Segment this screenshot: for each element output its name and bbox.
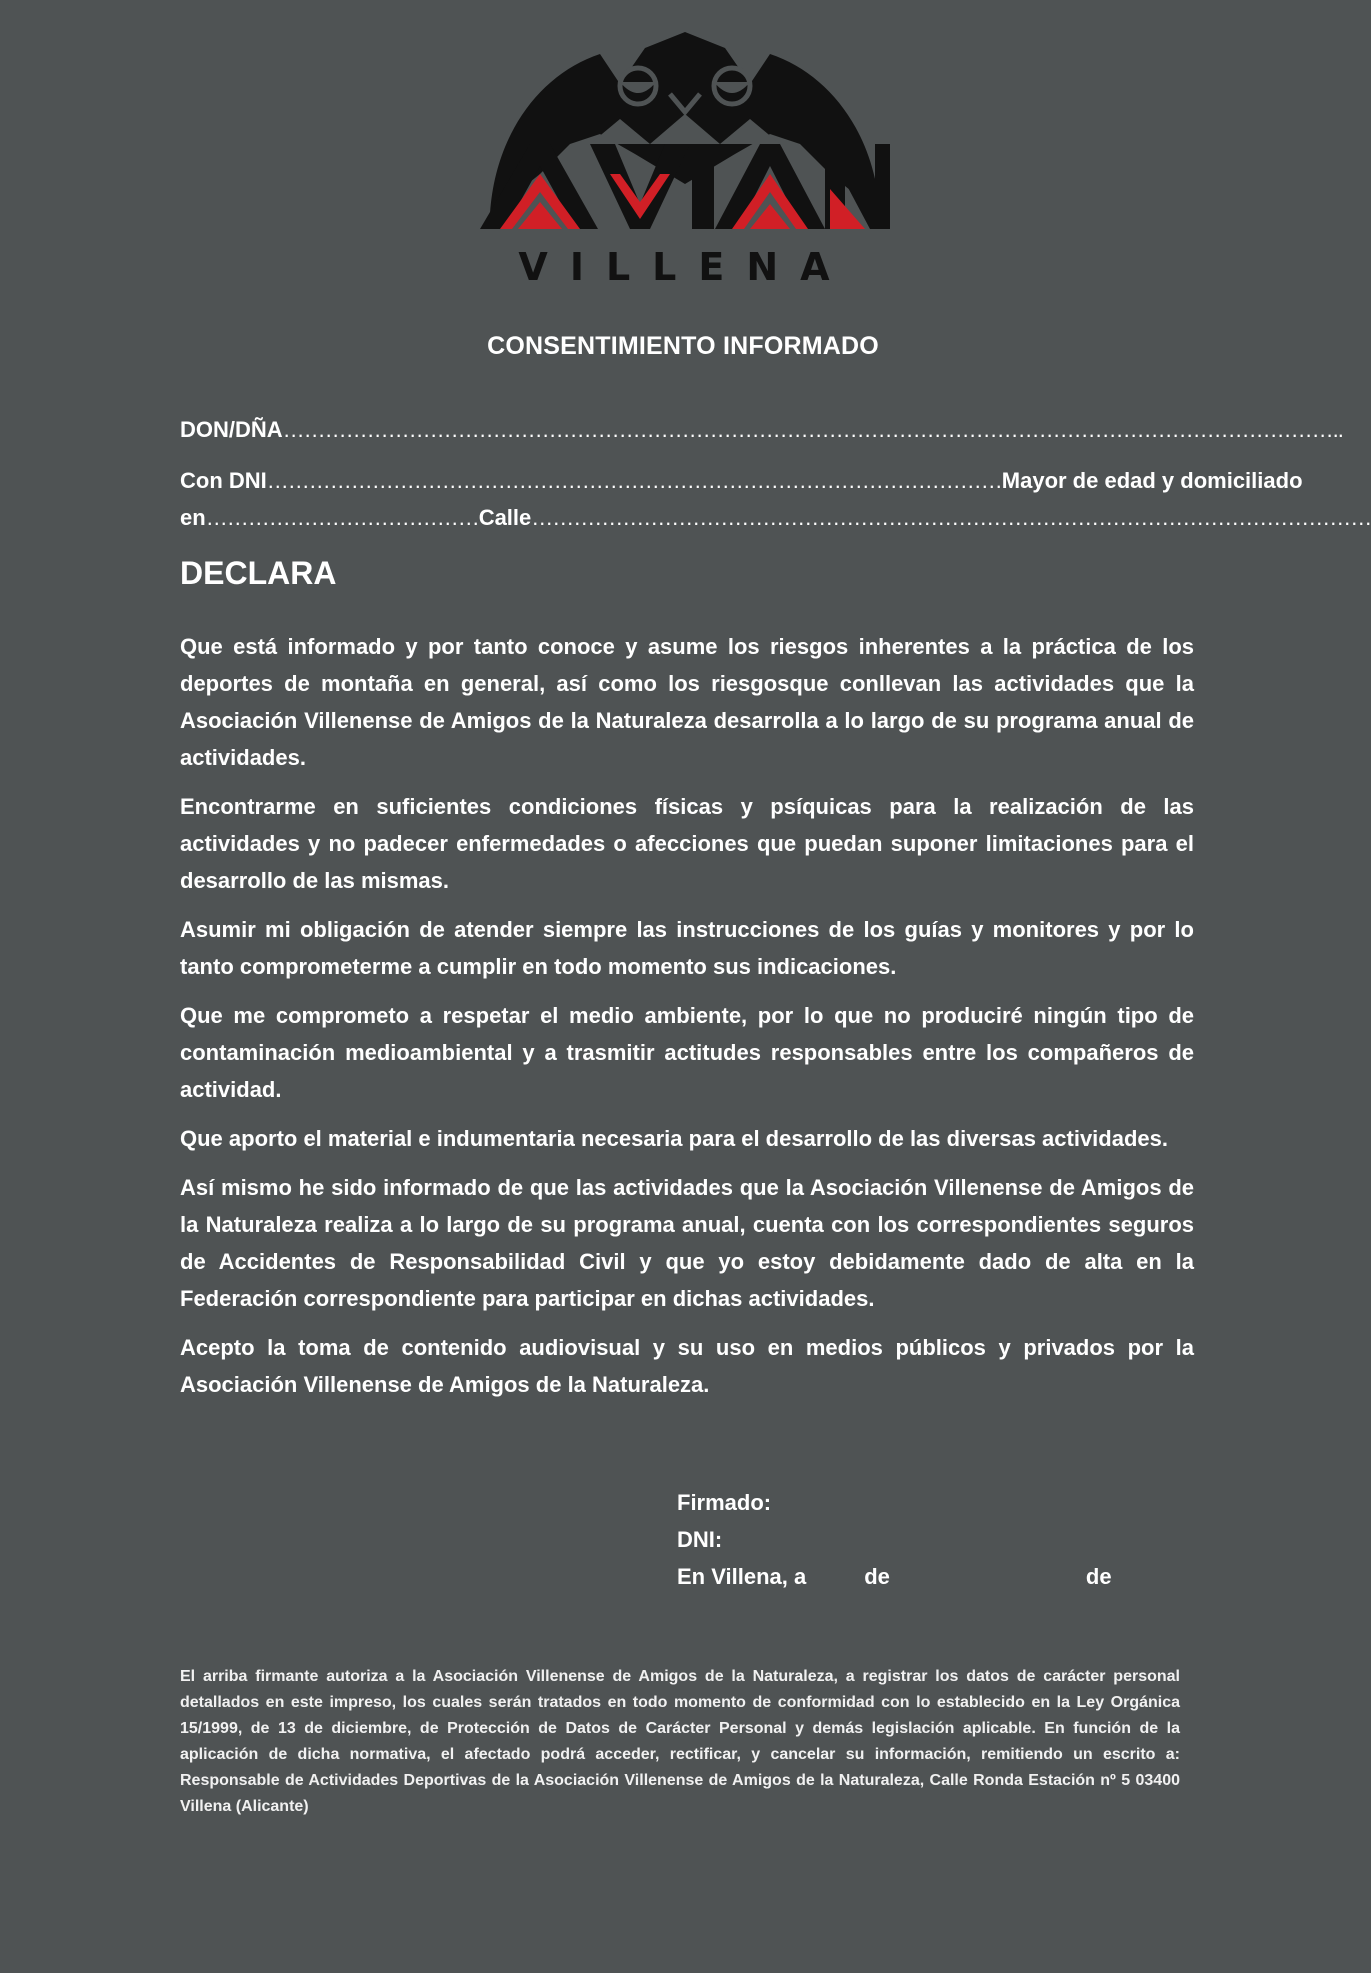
declaration-paragraph: Que me comprometo a respetar el medio ambiente, por lo que no produciré ningún tipo de contaminación medioambiental y a trasmitir actitudes responsables entre los compañeros de actividad.	[180, 1003, 1194, 1102]
declara-heading: DECLARA	[180, 555, 337, 591]
name-fill-dots[interactable]: ……………………………………………………………………………………………………………………………………..	[282, 417, 1343, 442]
declaration-paragraph: Que aporto el material e indumentaria necesaria para el desarrollo de las diversas actividades.	[180, 1126, 1168, 1151]
declaration-body	[180, 628, 1194, 1415]
date-de-label-2: de	[1085, 1564, 1112, 1589]
don-dna-label: DON/DÑA	[180, 417, 283, 442]
declaration-paragraph: Acepto la toma de contenido audiovisual y su uso en medios públicos y privados por la Asociación Villenense de Amigos de la Naturaleza.	[180, 1335, 1194, 1397]
signature-block	[677, 1484, 1112, 1595]
city-fill-dots[interactable]: …………………………………	[205, 505, 479, 530]
declaration-paragraph: Asumir mi obligación de atender siempre las instrucciones de los guías y monitores y por lo tanto comprometerme a cumplir en todo momento sus indicaciones.	[180, 917, 1194, 979]
firmado-label: Firmado:	[677, 1490, 772, 1515]
address-field-line	[180, 505, 1371, 531]
dni-fill-dots[interactable]: ……………………………………………………………………………………………	[266, 468, 1002, 493]
declaration-paragraph: Que está informado y por tanto conoce y asume los riesgos inherentes a la práctica de los deportes de montaña en general, así como los riesgosque conllevan las actividades que la Asociación Villenense de Amigos de la Naturaleza desarrolla a lo largo de su programa anual de actividades.	[180, 634, 1194, 770]
declaration-paragraph: Así mismo he sido informado de que las actividades que la Asociación Villenense de Amigos de la Naturaleza realiza a lo largo de su programa anual, cuenta con los correspondientes seguros de Accidentes de Responsabilidad Civil y que yo estoy debidamente dado de alta en la Federación correspondiente para participar en dichas actividades.	[180, 1175, 1194, 1311]
name-field-line	[180, 417, 1343, 443]
calle-label: Calle	[478, 505, 532, 530]
aviana-villena-logo	[470, 24, 900, 290]
logo-subtitle: VILLENA	[518, 245, 852, 289]
place-label: En Villena, a	[677, 1564, 807, 1589]
dni-label: Con DNI	[180, 468, 267, 493]
date-line	[677, 1558, 1112, 1595]
document-title: CONSENTIMIENTO INFORMADO	[487, 332, 879, 360]
owl-logo-icon	[470, 24, 900, 290]
en-label: en	[180, 505, 206, 530]
street-fill-dots[interactable]: …………………………………………………………………………………………………………	[531, 505, 1371, 530]
declaration-paragraph: Encontrarme en suficientes condiciones físicas y psíquicas para la realización de las actividades y no padecer enfermedades o afecciones que puedan suponer limitaciones para el desarrollo de las mismas.	[180, 794, 1194, 893]
mayor-edad-label: Mayor de edad y domiciliado	[1001, 468, 1303, 493]
privacy-footer: El arriba firmante autoriza a la Asociación Villenense de Amigos de la Naturaleza, a registrar los datos de carácter personal detallados en este impreso, los cuales serán tratados en todo momento de conformidad con lo establecido en la Ley Orgánica 15/1999, de 13 de diciembre, de Protección de Datos de Carácter Personal y demás legislación aplicable. En función de la aplicación de dicha normativa, el afectado podrá acceder, rectificar, y cancelar su información, remitiendo un escrito a: Responsable de Actividades Deportivas de la Asociación Villenense de Amigos de la Naturaleza, Calle Ronda Estación nº 5 03400 Villena (Alicante)	[180, 1668, 1180, 1815]
date-de-label: de	[864, 1564, 890, 1589]
signature-dni-label: DNI:	[677, 1527, 723, 1552]
dni-field-line	[180, 468, 1303, 494]
